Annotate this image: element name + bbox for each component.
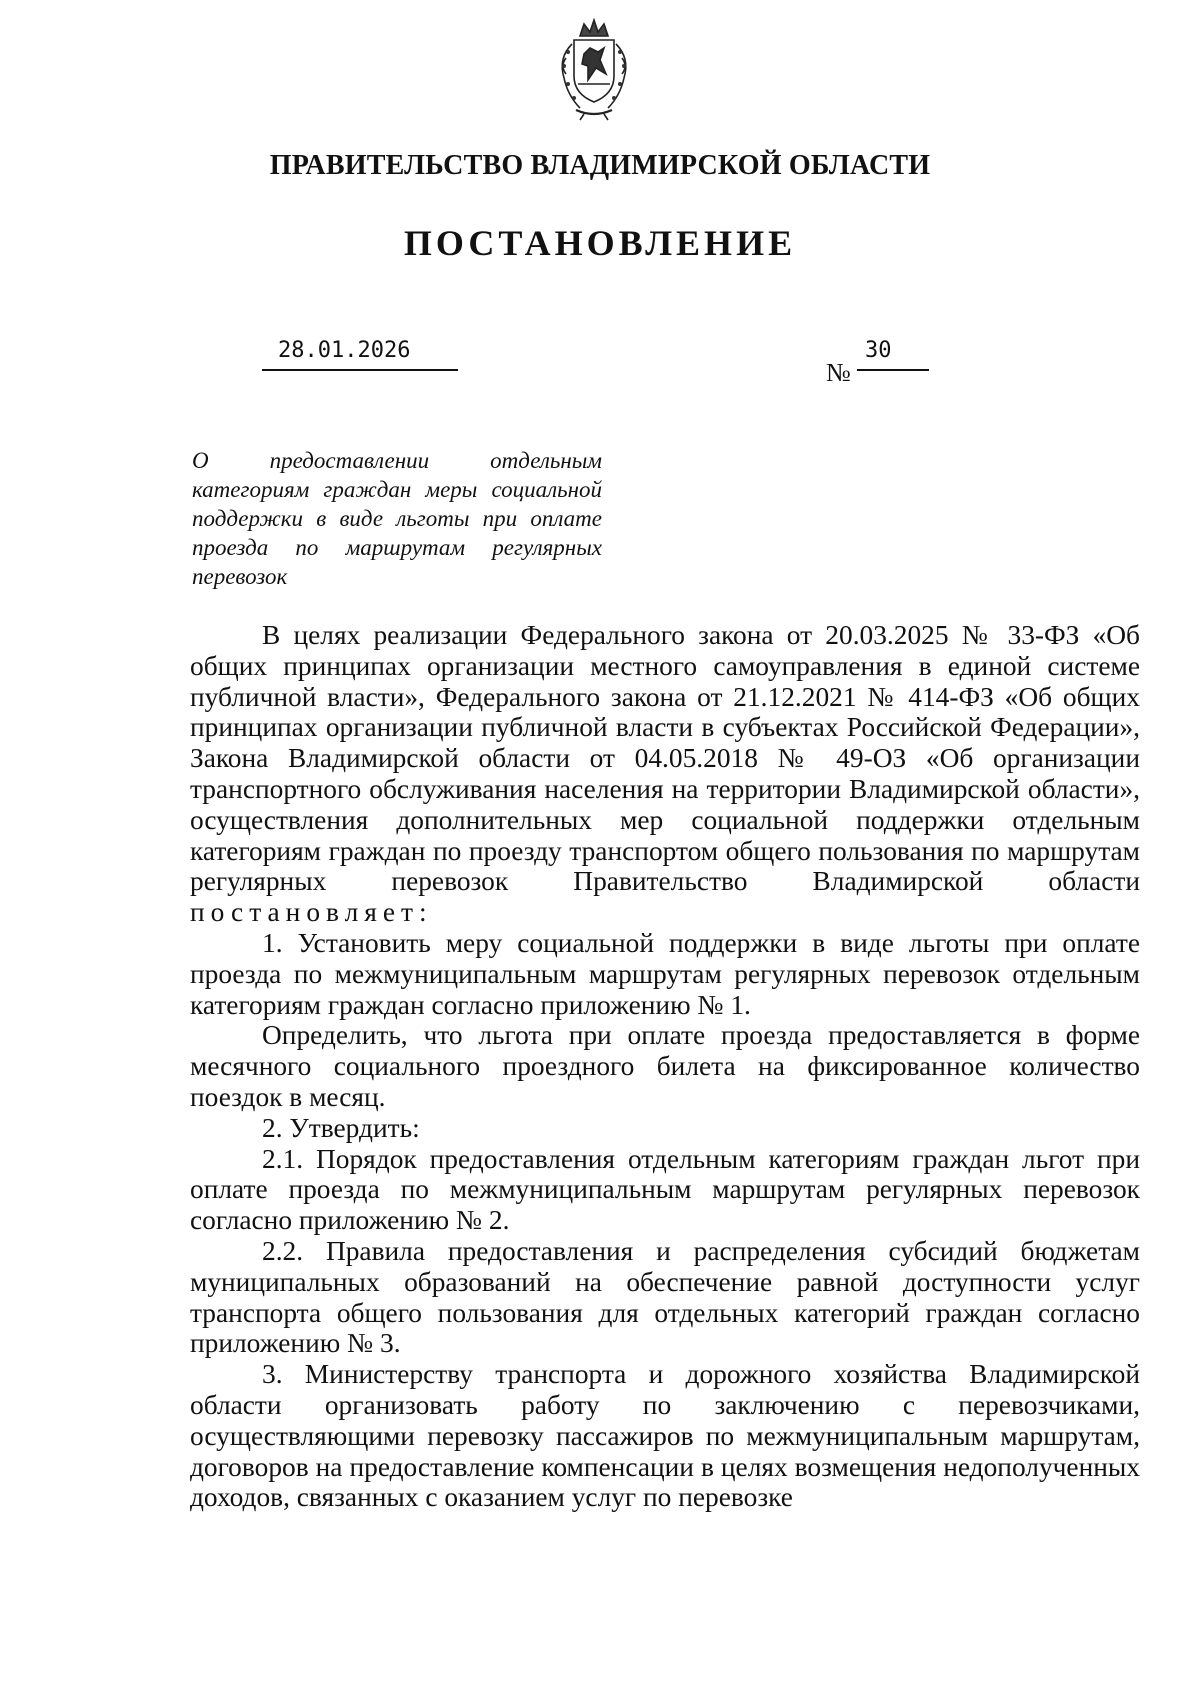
document-date: 28.01.2026 [262, 338, 458, 371]
document-type: ПОСТАНОВЛЕНИЕ [403, 223, 797, 263]
document-subject [192, 446, 602, 591]
body-paragraph: Определить, что льгота при оплате проезда предоставляется в форме месячного социального проездного билета на фиксированное количество поездок в месяц. [190, 1020, 1140, 1112]
body-paragraph: 2. Утвердить: [262, 1112, 420, 1143]
preamble-paragraph [190, 620, 1140, 928]
subject-line: О предоставлении отдельным [192, 448, 602, 473]
organization-name: ПРАВИТЕЛЬСТВО ВЛАДИМИРСКОЙ ОБЛАСТИ [269, 150, 931, 181]
subject-line: перевозок [192, 564, 288, 589]
number-label: № [826, 358, 851, 387]
subject-line: категориям граждан меры социальной [192, 477, 602, 502]
body-paragraph: 3. Министерству транспорта и дорожного хозяйства Владимирской области организовать работу по заключению с перевозчиками, осуществляющими перевозку пассажиров по межмуниципальным маршрутам, договоров на предоставление компенсации в целях возмещения недополученных доходов, связанных с оказанием услуг по перевозке [190, 1359, 1140, 1513]
body-paragraph: 1. Установить меру социальной поддержки в виде льготы при оплате проезда по межмуниципальным маршрутам регулярных перевозок отдельным категориям граждан согласно приложению № 1. [190, 927, 1140, 1020]
document-body [190, 620, 1140, 1513]
preamble-text: В целях реализации Федерального закона от 20.03.2025 № 33-ФЗ «Об общих принципах организации местного самоуправления в единой системе публичной власти», Федерального закона от 21.12.2021 № 414-ФЗ «Об общих принципах организации публичной власти в субъектах Российской Федерации», Закона Владимирской области от 04.05.2018 № 49-ОЗ «Об организации транспортного обслуживания населения на территории Владимирской области», осуществления дополнительных мер социальной поддержки отдельным категориям граждан по проезду транспортом общего пользования по маршрутам регулярных перевозок Правительство Владимирской области [190, 620, 1140, 897]
coat-of-arms-emblem [550, 18, 638, 122]
document-number: 30 [857, 338, 929, 371]
subject-line: поддержки в виде льготы при оплате [192, 506, 602, 531]
body-paragraph: 2.1. Порядок предоставления отдельным категориям граждан льгот при оплате проезда по межмуниципальным маршрутам регулярных перевозок согласно приложению № 2. [190, 1143, 1140, 1236]
subject-line: проезда по маршрутам регулярных [192, 535, 602, 560]
body-paragraph: 2.2. Правила предоставления и распределения субсидий бюджетам муниципальных образований на обеспечение равной доступности услуг транспорта общего пользования для отдельных категорий граждан согласно приложению № 3. [190, 1235, 1140, 1359]
decree-word: постановляет: [190, 897, 433, 928]
